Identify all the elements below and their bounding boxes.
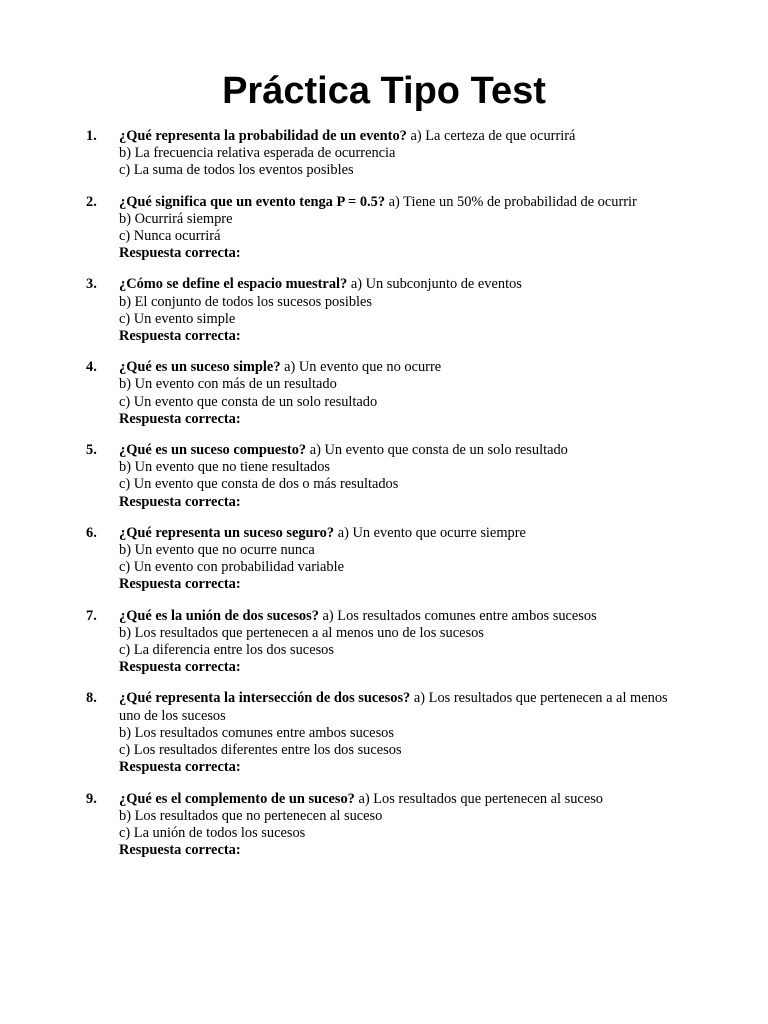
question-line bbox=[119, 359, 686, 376]
question-item-1 bbox=[86, 128, 686, 180]
option-a: a) Los resultados comunes entre ambos sucesos bbox=[322, 607, 597, 624]
option-b: b) Un evento con más de un resultado bbox=[119, 376, 337, 393]
option-b: b) Los resultados que pertenecen a al menos uno de los sucesos bbox=[119, 624, 484, 641]
option-c: c) La suma de todos los eventos posibles bbox=[119, 162, 354, 179]
question-item-7 bbox=[86, 608, 686, 677]
option-c: c) Los resultados diferentes entre los dos sucesos bbox=[119, 742, 402, 759]
question-line bbox=[119, 128, 686, 145]
answer-label: Respuesta correcta: bbox=[119, 576, 241, 593]
question-item-6 bbox=[86, 525, 686, 594]
option-c: c) Un evento que consta de un solo resultado bbox=[119, 393, 378, 410]
option-a: a) Un evento que ocurre siempre bbox=[337, 524, 526, 541]
question-text: ¿Qué representa la probabilidad de un evento? bbox=[119, 128, 407, 144]
option-a: a) Tiene un 50% de probabilidad de ocurrir bbox=[388, 193, 637, 210]
question-line bbox=[119, 442, 686, 459]
question-line bbox=[119, 690, 686, 724]
option-a: a) Los resultados que pertenecen a al menos uno de los sucesos bbox=[119, 690, 668, 724]
answer-label: Respuesta correcta: bbox=[119, 410, 241, 427]
option-a: a) Un evento que consta de un solo resultado bbox=[309, 442, 568, 459]
option-c: c) Nunca ocurrirá bbox=[119, 228, 221, 245]
question-line bbox=[119, 791, 686, 808]
page-title: Práctica Tipo Test bbox=[222, 70, 546, 112]
question-line bbox=[119, 276, 686, 293]
option-a: a) La certeza de que ocurrirá bbox=[410, 128, 576, 144]
question-item-8 bbox=[86, 690, 686, 776]
option-a: a) Los resultados que pertenecen al suceso bbox=[358, 790, 603, 807]
option-b: b) Un evento que no ocurre nunca bbox=[119, 542, 315, 559]
question-line bbox=[119, 525, 686, 542]
question-number: 2. bbox=[86, 193, 97, 210]
question-text: ¿Qué es el complemento de un suceso? bbox=[119, 790, 355, 807]
answer-label: Respuesta correcta: bbox=[119, 759, 241, 776]
answer-label: Respuesta correcta: bbox=[119, 842, 241, 859]
answer-label: Respuesta correcta: bbox=[119, 659, 241, 676]
question-number: 1. bbox=[86, 128, 97, 144]
option-c: c) Un evento simple bbox=[119, 310, 236, 327]
question-line bbox=[119, 608, 686, 625]
question-number: 4. bbox=[86, 359, 97, 376]
question-number: 8. bbox=[86, 690, 97, 707]
option-b: b) Los resultados que no pertenecen al suceso bbox=[119, 807, 383, 824]
question-number: 5. bbox=[86, 442, 97, 459]
answer-label: Respuesta correcta: bbox=[119, 245, 241, 262]
question-text: ¿Cómo se define el espacio muestral? bbox=[119, 276, 348, 293]
question-item-3 bbox=[86, 276, 686, 345]
question-text: ¿Qué representa la intersección de dos sucesos? bbox=[119, 690, 411, 707]
question-text: ¿Qué significa que un evento tenga P = 0.5? bbox=[119, 193, 386, 210]
option-b: b) El conjunto de todos los sucesos posibles bbox=[119, 293, 373, 310]
option-b: b) Ocurrirá siempre bbox=[119, 210, 233, 227]
question-text: ¿Qué es un suceso simple? bbox=[119, 359, 281, 376]
question-list bbox=[86, 128, 686, 873]
question-text: ¿Qué es un suceso compuesto? bbox=[119, 442, 307, 459]
question-item-2 bbox=[86, 194, 686, 263]
option-b: b) La frecuencia relativa esperada de ocurrencia bbox=[119, 145, 396, 162]
question-number: 6. bbox=[86, 524, 97, 541]
question-item-5 bbox=[86, 442, 686, 511]
option-c: c) Un evento que consta de dos o más resultados bbox=[119, 476, 399, 493]
option-c: c) Un evento con probabilidad variable bbox=[119, 559, 344, 576]
question-text: ¿Qué representa un suceso seguro? bbox=[119, 524, 335, 541]
question-text: ¿Qué es la unión de dos sucesos? bbox=[119, 607, 319, 624]
option-a: a) Un evento que no ocurre bbox=[284, 359, 442, 376]
question-item-4 bbox=[86, 359, 686, 428]
option-c: c) La unión de todos los sucesos bbox=[119, 824, 306, 841]
question-number: 9. bbox=[86, 790, 97, 807]
option-a: a) Un subconjunto de eventos bbox=[350, 276, 522, 293]
question-number: 3. bbox=[86, 276, 97, 293]
option-b: b) Un evento que no tiene resultados bbox=[119, 459, 331, 476]
answer-label: Respuesta correcta: bbox=[119, 493, 241, 510]
question-item-9 bbox=[86, 791, 686, 860]
answer-label: Respuesta correcta: bbox=[119, 328, 241, 345]
option-c: c) La diferencia entre los dos sucesos bbox=[119, 642, 334, 659]
question-number: 7. bbox=[86, 607, 97, 624]
question-line bbox=[119, 194, 686, 211]
option-b: b) Los resultados comunes entre ambos sucesos bbox=[119, 724, 394, 741]
